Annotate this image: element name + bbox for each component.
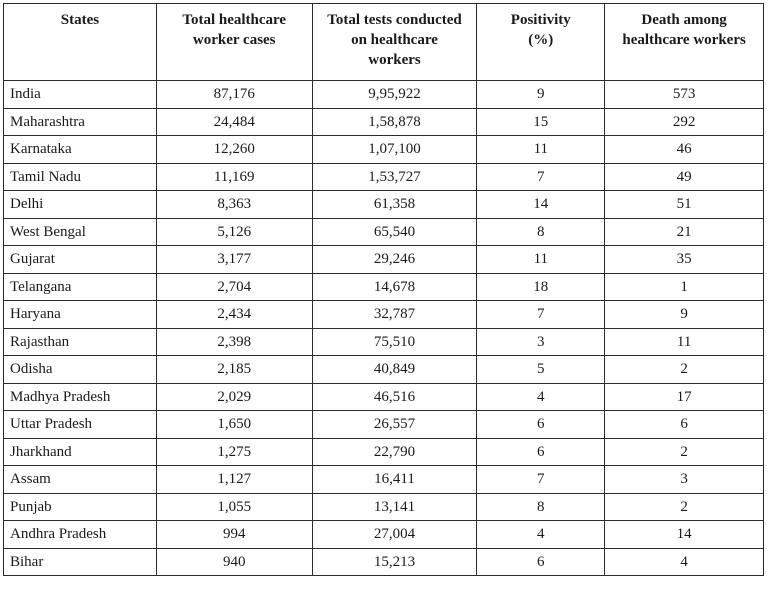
header-positivity [477,4,605,81]
cell-total-cases: 2,704 [156,273,312,301]
cell-deaths: 17 [605,383,764,411]
cell-deaths: 35 [605,246,764,274]
cell-state: Jharkhand [4,438,157,466]
cell-total-tests: 65,540 [312,218,477,246]
cell-deaths: 49 [605,163,764,191]
table-row [4,493,764,521]
cell-total-tests: 27,004 [312,521,477,549]
cell-deaths: 292 [605,108,764,136]
cell-total-cases: 11,169 [156,163,312,191]
cell-state: Haryana [4,301,157,329]
cell-deaths: 3 [605,466,764,494]
header-deaths [605,4,764,81]
cell-positivity: 5 [477,356,605,384]
cell-total-tests: 22,790 [312,438,477,466]
cell-state: Maharashtra [4,108,157,136]
cell-deaths: 46 [605,136,764,164]
table-row [4,136,764,164]
cell-total-cases: 12,260 [156,136,312,164]
header-line: Total healthcare [182,12,287,28]
cell-positivity: 11 [477,246,605,274]
cell-deaths: 2 [605,356,764,384]
cell-total-cases: 1,275 [156,438,312,466]
cell-total-tests: 46,516 [312,383,477,411]
cell-positivity: 3 [477,328,605,356]
cell-deaths: 4 [605,548,764,576]
cell-total-tests: 1,58,878 [312,108,477,136]
cell-total-tests: 13,141 [312,493,477,521]
cell-deaths: 9 [605,301,764,329]
cell-total-tests: 32,787 [312,301,477,329]
table-row [4,218,764,246]
cell-deaths: 1 [605,273,764,301]
cell-deaths: 51 [605,191,764,219]
cell-positivity: 15 [477,108,605,136]
header-line: Death among [641,12,727,28]
table-row [4,81,764,109]
cell-total-cases: 3,177 [156,246,312,274]
cell-state: India [4,81,157,109]
header-line: States [60,12,100,28]
cell-state: Madhya Pradesh [4,383,157,411]
cell-total-cases: 2,398 [156,328,312,356]
cell-positivity: 4 [477,383,605,411]
table-row [4,246,764,274]
cell-total-tests: 29,246 [312,246,477,274]
cell-positivity: 11 [477,136,605,164]
table-row [4,301,764,329]
table-body [4,81,764,576]
cell-total-cases: 87,176 [156,81,312,109]
header-total-tests [312,4,477,81]
cell-state: Uttar Pradesh [4,411,157,439]
cell-positivity: 18 [477,273,605,301]
cell-total-cases: 940 [156,548,312,576]
header-line: Positivity [510,12,571,28]
cell-total-tests: 9,95,922 [312,81,477,109]
cell-total-tests: 26,557 [312,411,477,439]
header-line: (%) [528,32,554,48]
cell-positivity: 6 [477,548,605,576]
cell-deaths: 2 [605,438,764,466]
cell-total-cases: 5,126 [156,218,312,246]
cell-positivity: 7 [477,163,605,191]
cell-deaths: 14 [605,521,764,549]
cell-state: Telangana [4,273,157,301]
cell-positivity: 9 [477,81,605,109]
cell-total-cases: 994 [156,521,312,549]
cell-state: Tamil Nadu [4,163,157,191]
table-row [4,411,764,439]
cell-positivity: 8 [477,218,605,246]
cell-state: Bihar [4,548,157,576]
cell-total-cases: 1,127 [156,466,312,494]
cell-state: Odisha [4,356,157,384]
header-line: Total tests conducted [327,12,462,28]
cell-total-tests: 15,213 [312,548,477,576]
cell-total-cases: 2,029 [156,383,312,411]
cell-total-cases: 2,434 [156,301,312,329]
cell-state: Gujarat [4,246,157,274]
table-row [4,328,764,356]
cell-deaths: 2 [605,493,764,521]
cell-total-tests: 75,510 [312,328,477,356]
table-row [4,108,764,136]
cell-state: Assam [4,466,157,494]
cell-state: Karnataka [4,136,157,164]
cell-state: West Bengal [4,218,157,246]
table-row [4,383,764,411]
cell-state: Punjab [4,493,157,521]
cell-total-tests: 40,849 [312,356,477,384]
table-container [3,3,764,576]
table-row [4,191,764,219]
table-row [4,273,764,301]
table-row [4,163,764,191]
cell-state: Andhra Pradesh [4,521,157,549]
cell-deaths: 573 [605,81,764,109]
cell-deaths: 6 [605,411,764,439]
cell-total-cases: 1,650 [156,411,312,439]
cell-total-tests: 1,53,727 [312,163,477,191]
cell-positivity: 7 [477,301,605,329]
cell-total-tests: 1,07,100 [312,136,477,164]
cell-positivity: 8 [477,493,605,521]
cell-total-tests: 16,411 [312,466,477,494]
cell-state: Delhi [4,191,157,219]
cell-total-cases: 1,055 [156,493,312,521]
table-row [4,466,764,494]
header-line: workers [368,52,421,68]
header-row [4,4,764,81]
header-total-cases [156,4,312,81]
cell-positivity: 14 [477,191,605,219]
cell-deaths: 11 [605,328,764,356]
cell-state: Rajasthan [4,328,157,356]
cell-deaths: 21 [605,218,764,246]
header-states [4,4,157,81]
cell-total-cases: 2,185 [156,356,312,384]
cell-positivity: 7 [477,466,605,494]
cell-total-cases: 8,363 [156,191,312,219]
table-row [4,438,764,466]
table-row [4,521,764,549]
header-line: worker cases [192,32,276,48]
table-row [4,548,764,576]
header-line: on healthcare [351,32,438,48]
healthcare-worker-table [3,3,764,576]
cell-total-cases: 24,484 [156,108,312,136]
cell-total-tests: 61,358 [312,191,477,219]
header-line: healthcare workers [622,32,746,48]
table-row [4,356,764,384]
cell-total-tests: 14,678 [312,273,477,301]
cell-positivity: 4 [477,521,605,549]
cell-positivity: 6 [477,411,605,439]
cell-positivity: 6 [477,438,605,466]
